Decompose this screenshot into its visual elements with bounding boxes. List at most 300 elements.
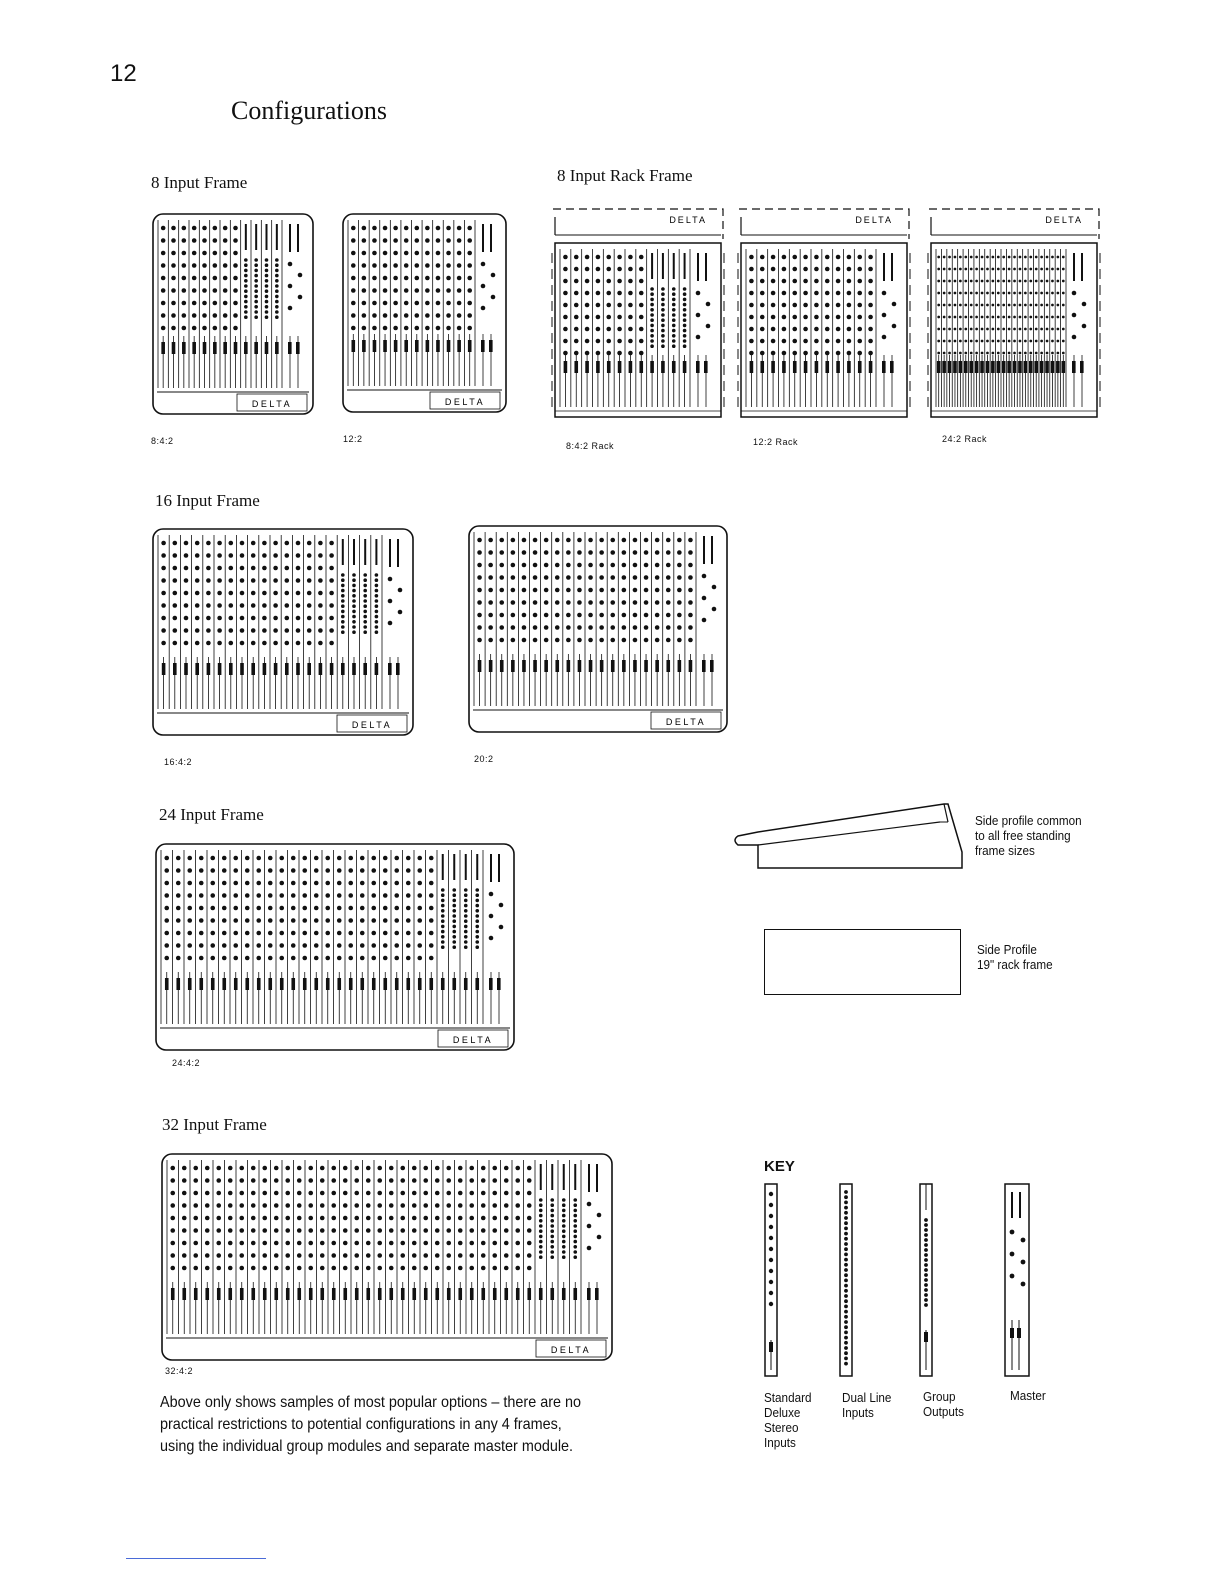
channel-knob [457,301,462,306]
side-profile-free-standing-text [975,813,1082,858]
channel-knob [414,276,419,281]
channel-knob [412,1191,417,1196]
channel-knob [997,304,1000,307]
channel-knob [240,616,245,621]
channel-knob [639,339,644,344]
fader-cap [418,978,422,990]
channel-knob [331,1266,336,1271]
channel-knob [997,256,1000,259]
channel-knob [467,301,472,306]
channel-knob [617,291,622,296]
channel-knob [1024,352,1027,355]
key-label-line: Deluxe [764,1405,801,1420]
fader-cap [165,978,169,990]
channel-knob [171,326,176,331]
channel-knob [588,538,593,543]
fader-cap [750,361,754,373]
channel-knob [228,1216,233,1221]
channel-knob [331,1253,336,1258]
channel-knob [1024,280,1027,283]
fader-cap [975,361,979,373]
channel-knob [202,326,207,331]
channel-knob [563,339,568,344]
fader-cap [234,342,238,354]
channel-knob [467,263,472,268]
channel-knob [354,1253,359,1258]
fader-cap [263,663,267,675]
channel-knob [240,578,245,583]
channel-knob [325,956,330,961]
fader-cap [516,1288,520,1300]
channel-knob [655,600,660,605]
channel-knob [628,351,633,356]
channel-knob [320,1203,325,1208]
channel-knob [229,578,234,583]
channel-knob [325,856,330,861]
channel-knob [213,276,218,281]
channel-knob [184,616,189,621]
channel-knob [628,327,633,332]
channel-knob [171,238,176,243]
channel-knob [192,226,197,231]
channel-knob [318,578,323,583]
channel-knob [268,943,273,948]
channel-knob [771,303,776,308]
channel-knob [981,256,984,259]
fader-cap [815,361,819,373]
channel-knob [610,613,615,618]
channel-knob [749,303,754,308]
page-number: 12 [110,60,137,87]
channel-knob [606,327,611,332]
fader-cap [362,340,366,352]
channel-knob [782,351,787,356]
fader-cap [173,663,177,675]
brand-label: DELTA [351,720,393,730]
channel-knob [228,1166,233,1171]
channel-knob [164,893,169,898]
channel-knob [193,1253,198,1258]
channel-knob [202,288,207,293]
channel-knob [329,541,334,546]
channel-knob [825,279,830,284]
channel-knob [803,255,808,260]
channel-knob [320,1166,325,1171]
channel-knob [182,326,187,331]
channel-knob [688,538,693,543]
channel-knob [412,1178,417,1183]
channel-knob [533,625,538,630]
channel-knob [164,918,169,923]
channel-knob [948,352,951,355]
channel-knob [446,288,451,293]
m122-drawing [337,210,512,416]
channel-knob [943,352,946,355]
channel-knob [262,1166,267,1171]
channel-knob [633,588,638,593]
channel-knob [262,1191,267,1196]
channel-knob [467,288,472,293]
channel-knob [504,1191,509,1196]
channel-knob [435,1253,440,1258]
channel-knob [372,226,377,231]
fader-cap [251,663,255,675]
channel-knob [314,956,319,961]
channel-knob [417,906,422,911]
channel-knob [566,600,571,605]
channel-knob [1024,304,1027,307]
channel-knob [492,1241,497,1246]
channel-knob [446,226,451,231]
channel-knob [760,267,765,272]
channel-knob [372,276,377,281]
channel-knob [337,931,342,936]
fader-cap [650,361,654,373]
channel-knob [515,1166,520,1171]
channel-knob [1057,316,1060,319]
channel-knob [446,1266,451,1271]
channel-knob [544,563,549,568]
channel-knob [377,1191,382,1196]
channel-knob [847,291,852,296]
channel-knob [1051,268,1054,271]
channel-knob [206,616,211,621]
channel-knob [202,301,207,306]
channel-knob [400,1191,405,1196]
mixer-8-4-2-rack [549,203,727,431]
channel-knob [343,1266,348,1271]
channel-knob [372,326,377,331]
fader-cap [991,361,995,373]
channel-knob [596,303,601,308]
channel-knob [423,1228,428,1233]
channel-knob [318,603,323,608]
channel-knob [233,276,238,281]
channel-knob [566,550,571,555]
channel-knob [992,328,995,331]
channel-knob [628,303,633,308]
channel-knob [435,1216,440,1221]
channel-knob [677,563,682,568]
channel-knob [417,943,422,948]
channel-knob [383,931,388,936]
channel-knob [222,906,227,911]
channel-knob [986,340,989,343]
channel-knob [469,1216,474,1221]
channel-knob [588,563,593,568]
fader-cap [218,663,222,675]
channel-knob [666,575,671,580]
channel-knob [481,1266,486,1271]
channel-knob [414,288,419,293]
fader-cap [426,340,430,352]
channel-knob [161,263,166,268]
channel-knob [522,600,527,605]
fader-cap [980,361,984,373]
fader-cap [760,361,764,373]
channel-knob [394,918,399,923]
channel-knob [360,956,365,961]
channel-knob [285,1241,290,1246]
channel-knob [814,279,819,284]
channel-knob [577,625,582,630]
channel-knob [771,291,776,296]
fader-cap [394,340,398,352]
channel-knob [577,613,582,618]
channel-knob [251,1253,256,1258]
channel-knob [195,628,200,633]
fader-cap [539,1288,543,1300]
channel-knob [320,1228,325,1233]
channel-knob [970,304,973,307]
fader-cap [504,1288,508,1300]
channel-knob [857,339,862,344]
fader-cap [424,1288,428,1300]
channel-knob [222,931,227,936]
channel-knob [606,279,611,284]
channel-knob [585,267,590,272]
channel-knob [337,856,342,861]
channel-knob [170,1191,175,1196]
channel-knob [171,276,176,281]
channel-knob [566,538,571,543]
channel-knob [187,956,192,961]
fader-cap [286,1288,290,1300]
channel-knob [222,943,227,948]
channel-knob [161,226,166,231]
channel-knob [193,1241,198,1246]
channel-knob [639,315,644,320]
channel-knob [297,1241,302,1246]
channel-knob [351,238,356,243]
channel-knob [610,588,615,593]
channel-knob [457,276,462,281]
channel-knob [251,591,256,596]
channel-knob [639,303,644,308]
channel-knob [847,303,852,308]
channel-knob [308,1228,313,1233]
channel-knob [1035,304,1038,307]
channel-knob [446,276,451,281]
channel-knob [527,1178,532,1183]
channel-knob [425,251,430,256]
channel-knob [457,238,462,243]
channel-knob [285,591,290,596]
channel-knob [610,550,615,555]
channel-knob [360,893,365,898]
channel-knob [362,251,367,256]
channel-knob [343,1216,348,1221]
key-dual-line-label [842,1390,923,1420]
channel-knob [318,616,323,621]
channel-knob [959,304,962,307]
channel-knob [527,1241,532,1246]
mixer-32-4-2 [156,1150,618,1364]
channel-knob [954,304,957,307]
channel-knob [677,538,682,543]
channel-knob [389,1216,394,1221]
channel-knob [164,906,169,911]
channel-knob [633,600,638,605]
channel-knob [229,553,234,558]
channel-knob [515,1228,520,1233]
channel-knob [161,628,166,633]
fader-cap [228,1288,232,1300]
channel-knob [291,918,296,923]
channel-knob [803,291,808,296]
channel-knob [314,868,319,873]
channel-knob [943,304,946,307]
fader-cap [622,660,626,672]
channel-knob [308,1216,313,1221]
channel-knob [164,881,169,886]
channel-knob [171,313,176,318]
fader-cap [429,978,433,990]
channel-knob [596,291,601,296]
channel-knob [343,1253,348,1258]
channel-knob [469,1266,474,1271]
channel-knob [677,588,682,593]
channel-knob [1013,328,1016,331]
channel-knob [223,326,228,331]
channel-knob [371,918,376,923]
channel-knob [217,591,222,596]
fader-cap [666,660,670,672]
channel-knob [588,625,593,630]
channel-knob [389,1266,394,1271]
channel-knob [351,226,356,231]
channel-knob [655,638,660,643]
caption-8-4-2: 8:4:2 [151,436,174,446]
channel-knob [383,288,388,293]
channel-knob [262,1178,267,1183]
key-group-label [923,1389,1004,1419]
channel-knob [959,340,962,343]
channel-knob [1013,256,1016,259]
fader-cap [804,361,808,373]
channel-knob [533,613,538,618]
channel-knob [229,641,234,646]
channel-knob [251,616,256,621]
mixer-12-2 [337,210,512,416]
channel-knob [182,313,187,318]
channel-knob [161,276,166,281]
channel-knob [937,268,940,271]
channel-knob [1062,304,1065,307]
fader-cap [771,361,775,373]
channel-knob [223,288,228,293]
channel-knob [760,351,765,356]
channel-knob [1008,268,1011,271]
channel-knob [1029,316,1032,319]
channel-knob [836,303,841,308]
channel-knob [760,315,765,320]
channel-knob [857,255,862,260]
channel-knob [187,881,192,886]
channel-knob [577,638,582,643]
channel-knob [1013,292,1016,295]
channel-knob [577,550,582,555]
channel-knob [423,1241,428,1246]
brand-label: DELTA [855,215,893,225]
channel-knob [792,255,797,260]
fader-cap [401,1288,405,1300]
channel-knob [515,1253,520,1258]
side-profile-line: Side Profile [977,942,1037,957]
channel-knob [948,268,951,271]
fader-cap [415,340,419,352]
channel-knob [314,943,319,948]
fader-cap [1045,361,1049,373]
channel-knob [400,1228,405,1233]
channel-knob [171,288,176,293]
side-profile-line: frame sizes [975,843,1035,858]
fader-cap [678,660,682,672]
channel-knob [285,1191,290,1196]
channel-knob [986,256,989,259]
channel-knob [206,603,211,608]
channel-knob [868,339,873,344]
channel-knob [533,563,538,568]
channel-knob [782,339,787,344]
channel-knob [1035,292,1038,295]
channel-knob [195,603,200,608]
side-profile-line: Side profile common [975,813,1082,828]
fader-cap [355,1288,359,1300]
channel-knob [176,893,181,898]
channel-knob [1040,268,1043,271]
channel-knob [371,956,376,961]
channel-knob [504,1203,509,1208]
channel-knob [285,1216,290,1221]
channel-knob [425,301,430,306]
channel-knob [279,931,284,936]
channel-knob [216,1166,221,1171]
channel-knob [351,313,356,318]
channel-knob [814,267,819,272]
channel-knob [469,1203,474,1208]
channel-knob [222,918,227,923]
channel-knob [488,550,493,555]
channel-knob [1029,340,1032,343]
channel-knob [527,1228,532,1233]
channel-knob [688,638,693,643]
channel-knob [504,1253,509,1258]
channel-knob [171,263,176,268]
channel-knob [423,1166,428,1171]
key-label-line: Dual Line [842,1390,892,1405]
channel-knob [481,1253,486,1258]
channel-knob [943,316,946,319]
channel-knob [436,238,441,243]
fader-cap [207,663,211,675]
channel-knob [383,918,388,923]
fader-cap [869,361,873,373]
channel-knob [992,352,995,355]
channel-knob [429,893,434,898]
channel-knob [1002,340,1005,343]
channel-knob [782,303,787,308]
channel-knob [937,292,940,295]
channel-knob [446,1241,451,1246]
channel-knob [803,267,808,272]
fader-cap [213,342,217,354]
channel-knob [161,591,166,596]
channel-knob [245,856,250,861]
channel-knob [477,563,482,568]
channel-knob [814,255,819,260]
channel-knob [1040,352,1043,355]
